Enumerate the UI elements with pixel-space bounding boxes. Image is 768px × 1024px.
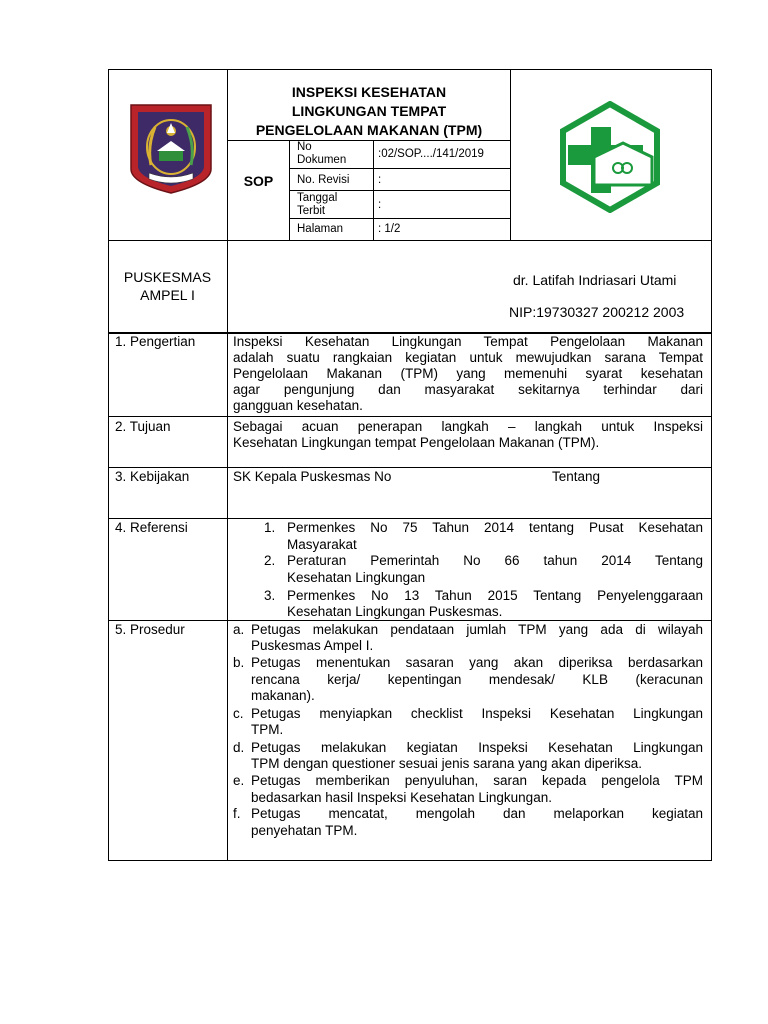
- prosedur-b-l3: makanan).: [251, 688, 315, 703]
- prosedur-letter: c.: [233, 706, 244, 721]
- label-prosedur: 5. Prosedur: [115, 622, 185, 637]
- pengertian-line: Pengelolaan Makanan (TPM) yang memenuhi syarat kesehatan: [233, 366, 703, 381]
- puskesmas-logo: [554, 101, 666, 213]
- meta-rule-2: [289, 190, 511, 191]
- header-row-divider: [108, 240, 712, 241]
- title-line-3: PENGELOLAAN MAKANAN (TPM): [255, 122, 483, 138]
- ref-item-3-l2: Kesehatan Lingkungan Puskesmas.: [287, 604, 503, 619]
- tujuan-line: Kesehatan Lingkungan tempat Pengelolaan Makanan (TPM).: [233, 435, 600, 450]
- row-rule-prosedur: [108, 620, 712, 621]
- meta-value-tanggal: :: [378, 199, 382, 211]
- row-rule-kebijakan: [108, 467, 712, 468]
- meta-rule-1: [289, 168, 511, 169]
- pengertian-text: [233, 334, 703, 414]
- ref-item-1-l1: Permenkes No 75 Tahun 2014 tentang Pusat Kesehatan: [287, 520, 703, 535]
- meta-value-no-dokumen: :02/SOP..../141/2019: [378, 148, 484, 160]
- prosedur-f-l2: penyehatan TPM.: [251, 823, 358, 838]
- row-rule-referensi: [108, 518, 712, 519]
- ref-num: 1.: [264, 520, 276, 535]
- ref-num: 2.: [264, 553, 276, 568]
- meta-label-no-dokumen-1: No: [297, 141, 312, 153]
- prosedur-letter: f.: [233, 806, 241, 821]
- label-referensi: 4. Referensi: [115, 520, 188, 535]
- meta-top-rule: [227, 140, 511, 141]
- tujuan-text: [233, 419, 703, 451]
- ref-item-2-l2: Kesehatan Lingkungan: [287, 570, 426, 585]
- document-title: [228, 83, 510, 140]
- prosedur-c-l1: Petugas menyiapkan checklist Inspeksi Kesehatan Lingkungan: [251, 706, 703, 721]
- signer-nip: NIP:19730327 200212 2003: [509, 304, 685, 320]
- title-line-2: LINGKUNGAN TEMPAT: [291, 103, 447, 119]
- prosedur-letter: e.: [233, 773, 245, 788]
- sop-label: SOP: [243, 173, 274, 189]
- pengertian-line: agar pengunjung dan masyarakat sekitarnya terhindar dari: [233, 382, 703, 397]
- ref-item-2-l1: Peraturan Pemerintah No 66 tahun 2014 Tentang: [287, 553, 703, 568]
- tujuan-line: Sebagai acuan penerapan langkah – langkah untuk Inspeksi: [233, 419, 703, 434]
- label-pengertian: 1. Pengertian: [115, 334, 196, 349]
- prosedur-b-l2: rencana kerja/ kepentingan mendesak/ KLB (keracunan: [251, 672, 703, 687]
- meta-rule-3: [289, 218, 511, 219]
- meta-label-revisi: No. Revisi: [297, 174, 350, 186]
- meta-label-halaman: Halaman: [297, 223, 344, 235]
- header-divider-right: [510, 69, 511, 241]
- prosedur-c-l2: TPM.: [251, 722, 284, 737]
- label-tujuan: 2. Tujuan: [115, 419, 171, 434]
- ref-num: 3.: [264, 588, 276, 603]
- title-line-1: INSPEKSI KESEHATAN: [291, 84, 447, 100]
- org-name-line-1: PUSKESMAS: [123, 269, 212, 285]
- prosedur-a-l2: Puskesmas Ampel I.: [251, 638, 374, 653]
- prosedur-letter: b.: [233, 655, 245, 670]
- prosedur-b-l1: Petugas menentukan sasaran yang akan diperiksa berdasarkan: [251, 655, 703, 670]
- prosedur-d-l1: Petugas melakukan kegiatan Inspeksi Kesehatan Lingkungan: [251, 740, 703, 755]
- meta-value-halaman: : 1/2: [378, 223, 401, 235]
- prosedur-letter: d.: [233, 740, 245, 755]
- ref-item-3-l1: Permenkes No 13 Tahun 2015 Tentang Penyelenggaraan: [287, 588, 703, 603]
- pengertian-line: Inspeksi Kesehatan Lingkungan Tempat Pengelolaan Makanan: [233, 334, 703, 349]
- prosedur-e-l2: bedasarkan hasil Inspeksi Kesehatan Lingkungan.: [251, 790, 552, 805]
- meta-value-revisi: :: [378, 174, 382, 186]
- kebijakan-text-left: SK Kepala Puskesmas No: [233, 469, 392, 484]
- prosedur-a-l1: Petugas melakukan pendataan jumlah TPM yang ada di wilayah: [251, 622, 703, 637]
- meta-label-no-dokumen-2: Dokumen: [297, 154, 347, 166]
- ref-item-1-l2: Masyarakat: [287, 537, 357, 552]
- meta-label-tanggal-2: Terbit: [297, 205, 326, 217]
- pengertian-line: adalah suatu rangkaian kegiatan untuk mewujudkan sarana Tempat: [233, 350, 703, 365]
- regency-crest-logo: [129, 103, 213, 195]
- label-kebijakan: 3. Kebijakan: [115, 469, 190, 484]
- org-name-line-2: AMPEL I: [140, 287, 195, 303]
- prosedur-f-l1: Petugas mencatat, mengolah dan melaporkan kegiatan: [251, 806, 703, 821]
- meta-label-tanggal-1: Tanggal: [297, 192, 338, 204]
- pengertian-line: gangguan kesehatan.: [233, 398, 363, 413]
- prosedur-e-l1: Petugas memberikan penyuluhan, saran kepada pengelola TPM: [251, 773, 703, 788]
- signer-name: dr. Latifah Indriasari Utami: [513, 272, 677, 288]
- row-rule-tujuan: [108, 416, 712, 417]
- prosedur-letter: a.: [233, 622, 245, 637]
- kebijakan-text-right: Tentang: [552, 469, 601, 484]
- prosedur-d-l2: TPM dengan questioner sesuai jenis sarana yang akan diperiksa.: [251, 756, 642, 771]
- body-label-column-divider: [227, 333, 228, 861]
